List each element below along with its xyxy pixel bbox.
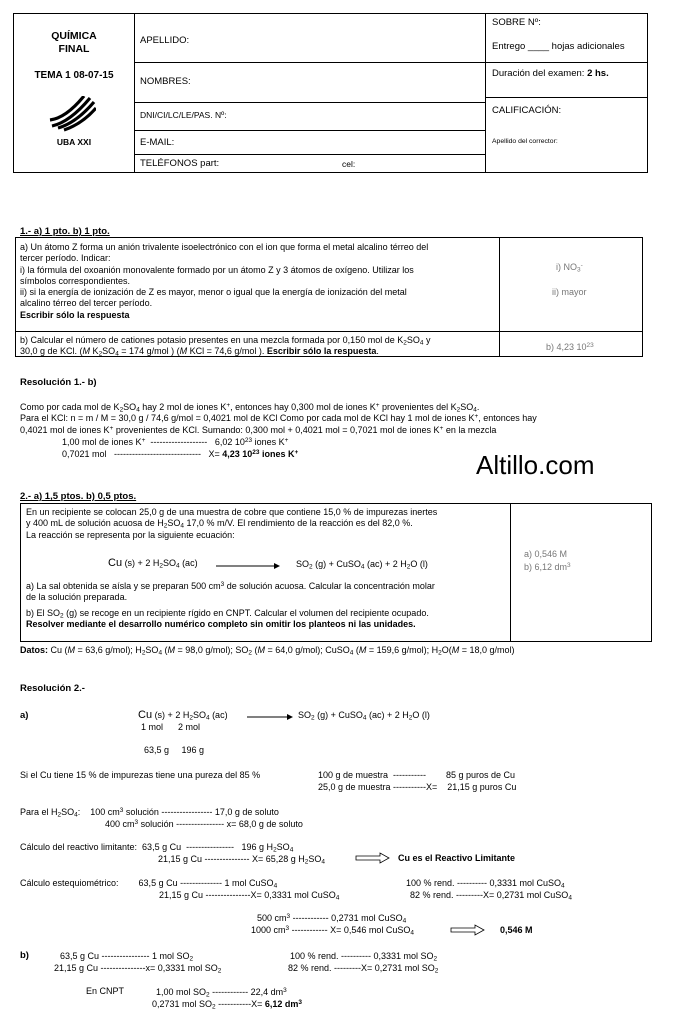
- res1-prop1: 1,00 mol de iones K+ ------------------- 6,02 $10^{23}$ iones K+: [62, 436, 289, 447]
- res2-a-label: a): [20, 710, 29, 721]
- apellido-field[interactable]: APELLIDO:: [140, 35, 190, 46]
- res2-b-so2: 63,5 g Cu ---------------- 1 mol $SO_2$ 21,15 g Cu ---------------x= 0,3331 mol $SO_2$: [54, 951, 222, 975]
- hollow-arrow-icon: [451, 925, 485, 935]
- duracion-label: Duración del examen: 2 hs.: [492, 68, 609, 79]
- dni-field[interactable]: DNI/CI/LC/LE/PAS. Nº:: [140, 110, 227, 120]
- q2-equation-products: $SO_2$ (g) + CuSO$_4$ (ac) + 2 $H_2O$ (l): [296, 559, 428, 571]
- res2-cnpt: 1,00 mol $SO_2$ ------------ 22,4 $dm^3$ 0,2731 mol $SO_2$ -----------X= 6,12 $dm^3$: [152, 986, 303, 1011]
- res2-molaridad: 500 $cm^3$ ------------ 0,2731 mol CuSO$_4$ 1000 $cm^3$ ------------ X= 0,546 mol CuSO$_4$: [251, 912, 415, 937]
- arrow-icon: [247, 713, 293, 721]
- res2-b-label: b): [20, 950, 29, 961]
- res2-title: Resolución 2.-: [20, 683, 85, 694]
- res2-h2so4: Para el $H_2SO_4$: 100 $cm^3$ solución ----------------- 17,0 g de soluto 400 $cm^3$ solución ---------------- x= 68,0 g de soluto: [20, 806, 303, 829]
- arrow-icon: [216, 562, 280, 570]
- res2-equation-products: $SO_2$ (g) + CuSO$_4$ (ac) + 2 $H_2O$ (l): [298, 710, 430, 722]
- res2-molaridad-result: 0,546 M: [500, 925, 533, 935]
- q2-datos: Datos: Cu (M = 63,6 g/mol); $H_2SO_4$ (M = 98,0 g/mol); $SO_2$ (M = 64,0 g/mol); CuSO$_4$ (M = 159,6 g/mol); $H_2O(M = 18,0$ g/mol): [20, 645, 515, 657]
- q1-answer-b: b) 4,23 $10^{23}$: [546, 341, 594, 352]
- tema-label: TEMA 1 08-07-15: [34, 70, 114, 81]
- q2-answer-a: a) 0,546 M: [524, 549, 568, 559]
- q1-answer-ai: i) $NO_3^-$: [556, 261, 583, 274]
- corrector-field[interactable]: Apellido del corrector:: [492, 138, 558, 145]
- res2-rendimiento: 100 % rend. ---------- 0,3331 mol CuSO$_4$ 82 % rend. ---------X= 0,2731 mol CuSO$_4$: [406, 878, 572, 902]
- res2-equation: Cu (s) + 2 $H_2SO_4$ (ac): [138, 709, 228, 722]
- res1-prop2: 0,7021 mol ----------------------------- X= 4,23 $10^{23}$ iones K+: [62, 448, 299, 459]
- sobre-field[interactable]: SOBRE Nº:: [492, 17, 541, 28]
- res2-estequiometrico: Cálculo estequiométrico: 63,5 g Cu -------------- 1 mol CuSO$_4$ 21,15 g Cu ---------------X= 0,3331 mol CuSO$_4$: [20, 878, 340, 902]
- telefonos-field[interactable]: TELÉFONOS part:: [140, 158, 220, 169]
- res1-title: Resolución 1.- b): [20, 377, 97, 388]
- subject-title: QUÍMICA FINAL: [51, 30, 97, 55]
- calificacion-field[interactable]: CALIFICACIÓN:: [492, 105, 562, 116]
- q1-b-text: b) Calcular el número de cationes potasio presentes en una mezcla formada por 0,150 mol de $K_2SO_4$ y 30,0 g de KCl. (M $K_2SO_4 = 174$ g/mol ) (M KCl = 74,6 g/mol ). Escribir sólo la respuesta.: [20, 335, 431, 358]
- res2-limitante: Cálculo del reactivo limitante: 63,5 g Cu ---------------- 196 g $H_2SO_4$ 21,15 g Cu --------------- X= 65,28 g $H_2SO_4$: [20, 842, 326, 866]
- q1-answer-aii: ii) mayor: [552, 287, 587, 297]
- logo-stripes-icon: [48, 96, 96, 132]
- q1-a-text: a) Un átomo Z forma un anión trivalente isoelectrónico con el ion que forma el metal alcalino térreo del tercer período. Indicar: i) la fórmula del oxoanión monovalente formado por un átomo Z y 3 átomos de oxígeno. Utilizar los símbolos correspondientes. ii) si la energía de ionización de Z es mayor, menor o igual que la energía de ionización del metal alcalino térreo del tercer período. Escribir sólo la respuesta: [20, 242, 429, 320]
- logo-text: UBA XXI: [56, 137, 92, 147]
- res2-pureza: Si el Cu tiene 15 % de impurezas tiene una pureza del 85 %: [20, 770, 261, 780]
- watermark: Altillo.com: [476, 450, 595, 480]
- res2-b-rend: 100 % rend. ---------- 0,3331 mol $SO_2$ 82 % rend. ---------X= 0,2731 mol $SO_2$: [288, 951, 439, 975]
- res2-pureza-prop1: 100 g de muestra ----------- 85 g puros de Cu: [318, 770, 516, 780]
- uba-logo: [48, 96, 96, 132]
- res2-mol-row: 1 mol 2 mol: [141, 722, 201, 732]
- cel-field[interactable]: cel:: [342, 159, 356, 169]
- res1-text: Como por cada mol de $K_2SO_4$ hay 2 mol de iones K+, entonces hay 0,300 mol de iones K+ provenientes del $K_2SO_4$. Para el KCl: n = m / M = 30,0 g / 74,6 g/mol = 0,4021 mol de KCl Como por cada mol de KCl hay 1 mol de iones K+, entonces hay 0,4021 mol de iones K+ provenientes de KCl. Sumando: 0,300 mol + 0,4021 mol = 0,7021 mol de iones K+ en la mezcla: [20, 401, 537, 435]
- res2-pureza-prop2: 25,0 g de muestra -----------X= 21,15 g puros Cu: [318, 782, 517, 792]
- entrego-field[interactable]: Entrego ____ hojas adicionales: [492, 41, 625, 52]
- q2-equation: Cu (s) + 2 $H_2SO_4$ (ac): [108, 557, 198, 570]
- q2-parts: a) La sal obtenida se aísla y se preparan 500 $cm^3$ de solución acuosa. Calcular la concentración molar de la solución preparada. b) El $SO_2$ (g) se recoge en un recipiente rígido en CNPT. Calcular el volumen del recipiente ocupado. Resolver mediante el desarrollo numérico completo sin omitir los planteos ni las unidades.: [26, 580, 435, 629]
- res2-cnpt-label: En CNPT: [86, 986, 125, 996]
- email-field[interactable]: E-MAIL:: [140, 137, 175, 148]
- hollow-arrow-icon: [356, 853, 390, 863]
- res2-mass-row: 63,5 g 196 g: [144, 745, 205, 755]
- q1-title: 1.- a) 1 pto. b) 1 pto.: [20, 226, 110, 237]
- q2-title: 2.- a) 1,5 ptos. b) 0,5 ptos.: [20, 491, 137, 502]
- q2-text: En un recipiente se colocan 25,0 g de una muestra de cobre que contiene 15,0 % de impurezas inertes y 400 mL de solución acuosa de $H_2SO_4$ 17,0 % m/V. El rendimiento de la reacción es del 82,0 %. La reacción se representa por la siguiente ecuación:: [26, 507, 438, 540]
- res2-limitante-result: Cu es el Reactivo Limitante: [398, 853, 516, 863]
- nombres-field[interactable]: NOMBRES:: [140, 76, 191, 87]
- q2-answer-b: b) 6,12 $dm^3$: [524, 561, 571, 572]
